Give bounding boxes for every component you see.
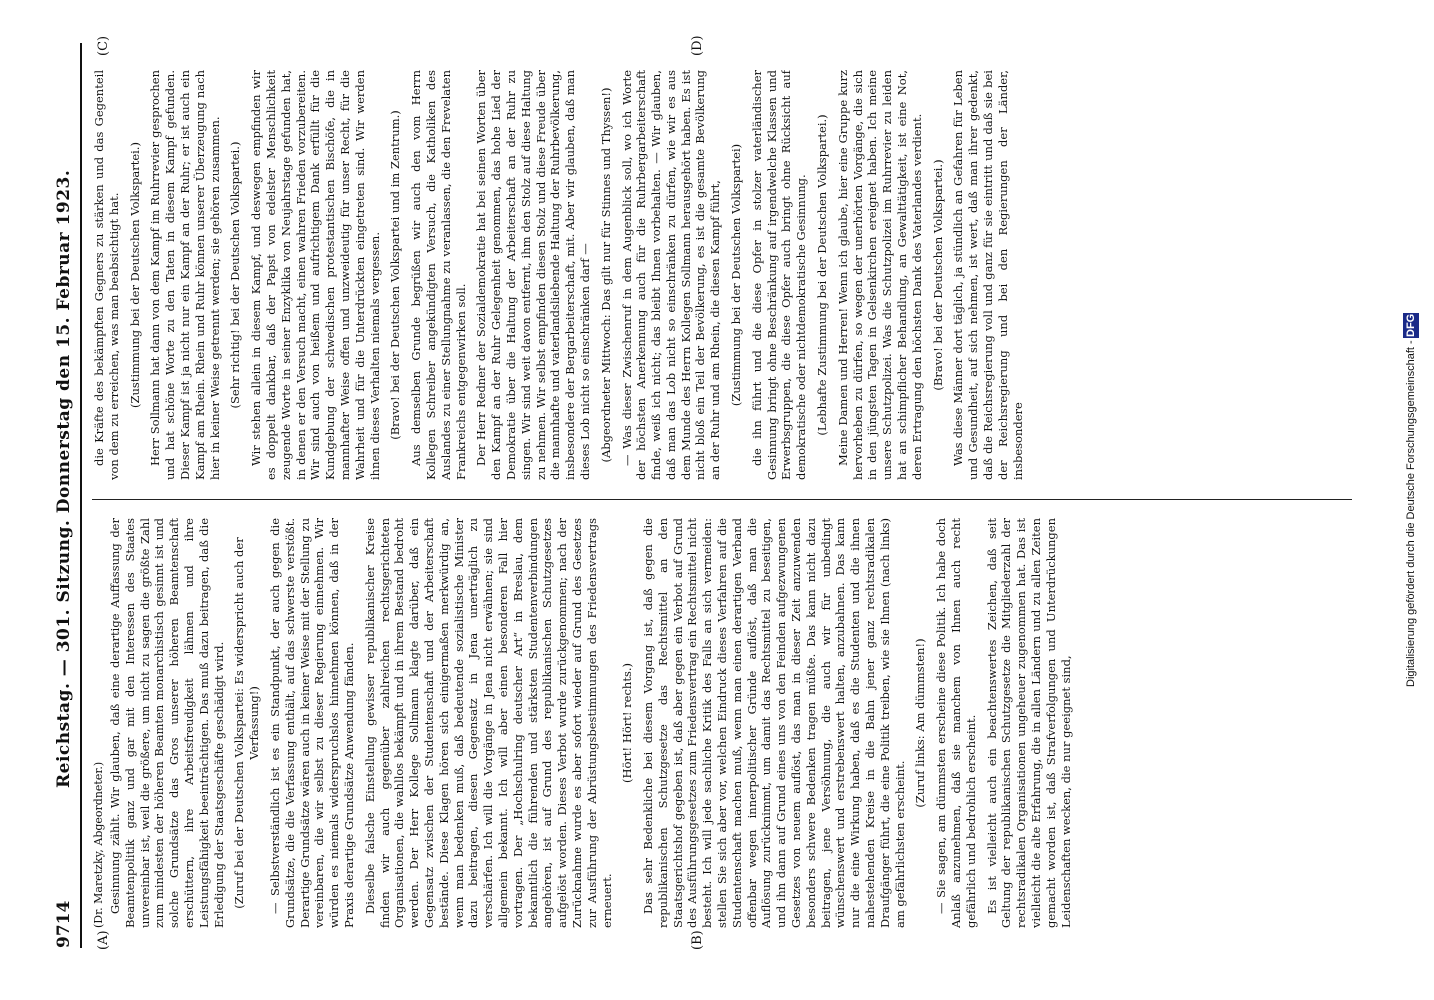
interjection: (Zuruf bei der Deutschen Volkspartei: Es widerspricht auch der Verfassung!) — [232, 537, 262, 909]
paragraph: die Kräfte des bekämpften Gegners zu stärken und das Gegenteil von dem zu erreichen, was man beabsichtigt hat. — [92, 70, 121, 480]
interjection: (Hört! Hört! rechts.) — [620, 663, 635, 783]
paragraph: Dieselbe falsche Einstellung gewisser republikanischer Kreise finden wir auch gegenüber zahlreichen rechtsgerichteten Organisationen, die wahllos bekämpft und in ihrem Bestand bedroht werden. Der Herr Kollege Sollmann klagte darüber, daß ein Gegensatz zwischen der Studentenschaft und der Arbeiterschaft bestände. Diese Klagen hören sich einigermaßen merkwürdig an, wenn man bedenken muß, daß bedeutende sozialistische Minister dazu beitragen, diesen Gegensatz in Jena unerträglich zu verschärfen. Ich will die Vorgänge in Jena nicht erwähnen; sie sind allgemein bekannt. Ich will aber einen besonderen Fall hier vortragen. Der „Hochschulring deutscher Art“ in Breslau, dem bekanntlich die führenden und stärksten Studentenverbindungen angehören, ist auf Grund des republikanischen Schutzgesetzes aufgelöst worden. Dieses Verbot wurde zurückgenommen; nach der Zurücknahme wurde es aber sofort wieder auf Grund des Gesetzes zur Ausführung der Abrüstungsbestimmungen des Friedensvertrags erneuert. — [362, 518, 614, 928]
digitization-note — [1405, 30, 1427, 970]
interjection: (Zustimmung bei der Deutschen Volkspartei.) — [127, 142, 142, 408]
paragraph: die ihn führt und die diese Opfer in stolzer vaterländischer Gesinnung bringt ohne Beschränkung auf irgendwelche Klassen und Erwerbsgruppen, die diese Opfer auch bringt ohne Rücksicht auf demokratische oder nichtdemokratische Gesinnung. — [749, 70, 809, 480]
interjection: (Bravo! bei der Deutschen Volkspartei und im Zentrum.) — [388, 110, 403, 440]
paragraph: — Sie sagen, am dümmsten erscheine diese Politik. Ich habe doch Anlaß anzunehmen, daß sie manchem von Ihnen auch recht gefährlich und bedrohlich erscheint. — [934, 518, 978, 928]
paragraph: Das sehr Bedenkliche bei diesem Vorgang ist, daß gegen die republikanischen Schutzgesetze das Rechtsmittel an den Staatsgerichtshof gegeben ist, daß aber gegen ein Verbot auf Grund des Ausführungsgesetzes zum Friedensvertrag ein Rechtsmittel nicht besteht. Ich will jede sachliche Kritik des Falls an sich vermeiden: stellen Sie sich aber vor, welchen Eindruck dieses Verfahren auf die Studentenschaft machen muß, wenn man einen derartigen Verband offenbar wegen innerpolitischer Gründe auflöst, daß man die Auflösung zurücknimmt, um damit das Rechtsmittel zu beseitigen, und ihn dann auf Grund eines uns von den Feinden aufgezwungenen Gesetzes von neuem auflöst, das man in dieser Zeit anzuwenden besonders schwere Bedenken tragen müßte. Das kann nicht dazu beitragen, jene Versöhnung, die auch wir für unbedingt wünschenswert und erstrebenswert halten, anzubahnen. Das kann nur die eine Wirkung haben, daß es die Studenten und die ihnen nahestehenden Kreise in die Bahn jener ganz rechtsradikalen Draufgänger führt, die eine Politik treiben, wie sie Ihnen (nach links) am gefährlichsten erscheint. — [641, 518, 907, 928]
paragraph: Gesinnung zählt. Wir glauben, daß eine derartige Auffassung der Beamtenpolitik ganz und gar mit den Interessen des Staates unvereinbar ist, weil die größere, um nicht zu sagen die größte Zahl zum mindesten der höheren Beamten monarchistisch gesinnt ist und solche Grundsätze das Gros unserer höheren Beamtenschaft erschüttern, ihre Arbeitsfreudigkeit lähmen und ihre Leistungsfähigkeit beeinträchtigen. Das muß dazu beitragen, daß die Erledigung der Staatsgeschäfte geschädigt wird. — [108, 518, 226, 928]
left-text-column — [92, 518, 1352, 928]
paragraph: Was diese Männer dort täglich, ja stündlich an Gefahren für Leben und Gesundheit, auf sich nehmen, ist wert, daß man ihrer gedenkt, daß die Reichsregierung voll und ganz für sie eintritt und daß sie bei der Reichsregierung und bei den Regierungen der Länder, insbesondere — [951, 70, 1025, 480]
paragraph: Meine Damen und Herren! Wenn ich glaube, hier eine Gruppe kurz hervorheben zu dürfen, so wegen der unerhörten Vorgänge, die sich in den jüngsten Tagen in Gelsenkirchen ereignet haben. Ich meine unsere Schutzpolizei. Was die Schutzpolizei im Ruhrrevier zu leiden hat an schimpflicher Behandlung, an Gewalttätigkeit, ist eine Not, deren Ertragung den höchsten Dank des Vaterlandes verdient. — [835, 70, 924, 480]
page-header — [50, 43, 82, 948]
column-divider — [92, 499, 1352, 500]
digitization-text: Digitalisierung gefördert durch die Deutsche Forschungsgemeinschaft - — [1405, 340, 1417, 688]
interjection: (Abgeordneter Mittwoch: Das gilt nur für Stinnes und Thyssen!) — [598, 87, 613, 463]
margin-letter-d: (D) — [690, 35, 705, 56]
margin-letter-c: (C) — [96, 35, 111, 56]
margin-letter-b: (B) — [690, 930, 705, 950]
page-title: Reichstag. — 301. Sitzung. Donnerstag den 15. Februar 1923. — [54, 169, 74, 788]
speaker-label: (Dr. Maretzky, Abgeordneter.) — [92, 761, 105, 928]
paragraph: — Selbstverständlich ist es ein Standpunkt, der auch gegen die Grundsätze, die die Verfassung enthält, auf das schwerste verstößt. Derartige Grundsätze wären auch in keiner Weise mit der Stellung zu vereinbaren, die wir selbst zu dieser Regierung einnehmen. Wir würden es niemals widerspruchslos hinnehmen können, daß in der Praxis derartige Grundsätze Anwendung fänden. — [267, 518, 356, 928]
interjection: (Sehr richtig! bei der Deutschen Volkspartei.) — [228, 141, 243, 409]
paragraph: — Was dieser Zwischenruf in dem Augenblick soll, wo ich Worte der höchsten Anerkennung auch für die Ruhrbergarbeiterschaft finde, weiß ich nicht; das bleibt Ihnen vorbehalten. — Wir glauben, daß man das Lob nicht so einschränken zu dürfen, wie wir es aus dem Munde des Herrn Kollegen Sollmann herausgehört haben. Es ist nicht bloß ein Teil der Bevölkerung, es ist die gesamte Bevölkerung an der Ruhr und am Rhein, die diesen Kampf führt, — [619, 70, 723, 480]
paragraph: Es ist vielleicht auch ein beachtenswertes Zeichen, daß seit Geltung der republikanischen Schutzgesetze die Mitgliederzahl der rechtsradikalen Organisationen ungeheuer zugenommen hat. Das ist vielleicht die alte Erfahrung, die in allen Ländern und zu allen Zeiten gemacht worden ist, daß Strafverfolgungen und Unterdrückungen Leidenschaften wecken, die nur geeignet sind, — [984, 518, 1073, 928]
paragraph: Herr Sollmann hat dann von dem Kampf im Ruhrrevier gesprochen und hat schöne Worte zu den Taten in diesem Kampf gefunden. Dieser Kampf ist ja nicht nur ein Kampf an der Ruhr; er ist auch ein Kampf am Rhein. Rhein und Ruhr können unserer Überzeugung nach hier in keiner Weise getrennt werden; sie gehören zusammen. — [148, 70, 222, 480]
dfg-logo: DFG — [1405, 313, 1417, 337]
interjection: (Bravo! bei der Deutschen Volkspartei.) — [930, 159, 945, 391]
margin-letter-a: (A) — [96, 930, 111, 950]
paragraph: Der Herr Redner der Sozialdemokratie hat bei seinen Worten über den Kampf an der Ruhr Gelegenheit genommen, das hohe Lied der Demokratie über die Haltung der Arbeiterschaft an der Ruhr zu singen. Wir sind weit davon entfernt, ihm den Stolz auf diese Haltung zu nehmen. Wir selbst empfinden diesen Stolz und diese Freude über die mannhafte und vaterlandsliebende Haltung der Ruhrbevölkerung, insbesondere der Bergarbeiterschaft, mit. Aber wir glauben, daß man dieses Lob nicht so einschränken darf — — [474, 70, 592, 480]
interjection: (Lebhafte Zustimmung bei der Deutschen Volkspartei.) — [815, 114, 830, 436]
interjection: (Zuruf links: Am dümmsten!) — [913, 638, 928, 808]
paragraph: Wir stehen allein in diesem Kampf, und deswegen empfinden wir es doppelt dankbar, daß der Papst von edelster Menschlichkeit zeugende Worte in seiner Enzyklika von Neujahrstage gefunden hat, in denen er den Versuch macht, einen wahren Frieden vorzubereiten. Wir sind auch von heißem und aufrichtigem Dank erfüllt für die Kundgebung der schwedischen protestantischen Bischöfe, die in mannhafter Weise offen und unzweideutig für unser Recht, für die Wahrheit und für die Unterdrückten eingetreten sind. Wir werden ihnen dieses Verhalten niemals vergessen. — [249, 70, 382, 480]
page-number: 9714 — [54, 900, 74, 948]
interjection: (Zustimmung bei der Deutschen Volkspartei) — [729, 143, 744, 407]
paragraph: Aus demselben Grunde begrüßen wir auch den vom Herrn Kollegen Schreiber angekündigten Versuch, die Katholiken des Auslandes zu einer Stellungnahme zu veranlassen, die den Frevelaten Frankreichs entgegenwirken soll. — [409, 70, 468, 480]
right-text-column — [92, 70, 1352, 480]
